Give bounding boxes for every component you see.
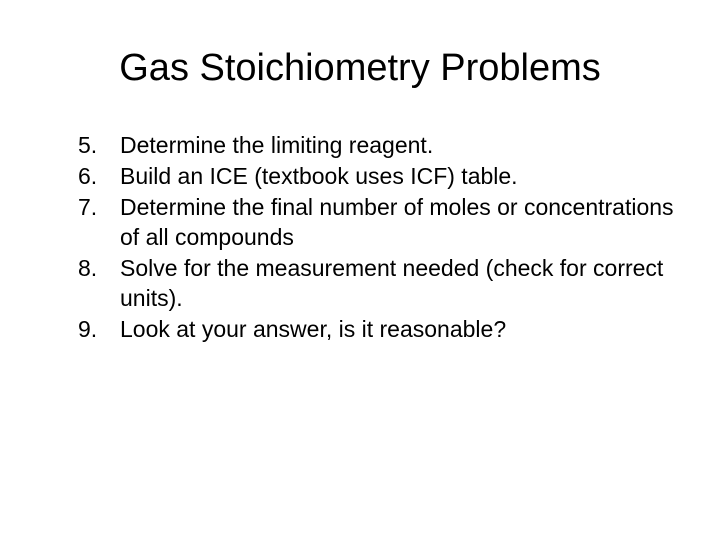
list-item: [78, 253, 678, 313]
list-item-number: 7.: [78, 194, 98, 220]
list-item-number: 8.: [78, 255, 98, 281]
list-item-number: 6.: [78, 163, 98, 189]
slide-title: Gas Stoichiometry Problems: [119, 47, 601, 89]
list-item-number: 5.: [78, 132, 98, 158]
list-item-number: 9.: [78, 316, 98, 342]
list-item: [78, 192, 678, 252]
list-item-text: Solve for the measurement needed (check for correct units).: [120, 255, 664, 311]
list-item-text: Determine the final number of moles or concentrations of all compounds: [120, 194, 674, 250]
list-item-text: Build an ICE (textbook uses ICF) table.: [120, 163, 518, 189]
list-item: [78, 314, 678, 344]
list-item-text: Determine the limiting reagent.: [120, 132, 434, 158]
numbered-list: [78, 130, 678, 345]
list-item-text: Look at your answer, is it reasonable?: [120, 316, 507, 342]
list-item: [78, 161, 678, 191]
list-item: [78, 130, 678, 160]
